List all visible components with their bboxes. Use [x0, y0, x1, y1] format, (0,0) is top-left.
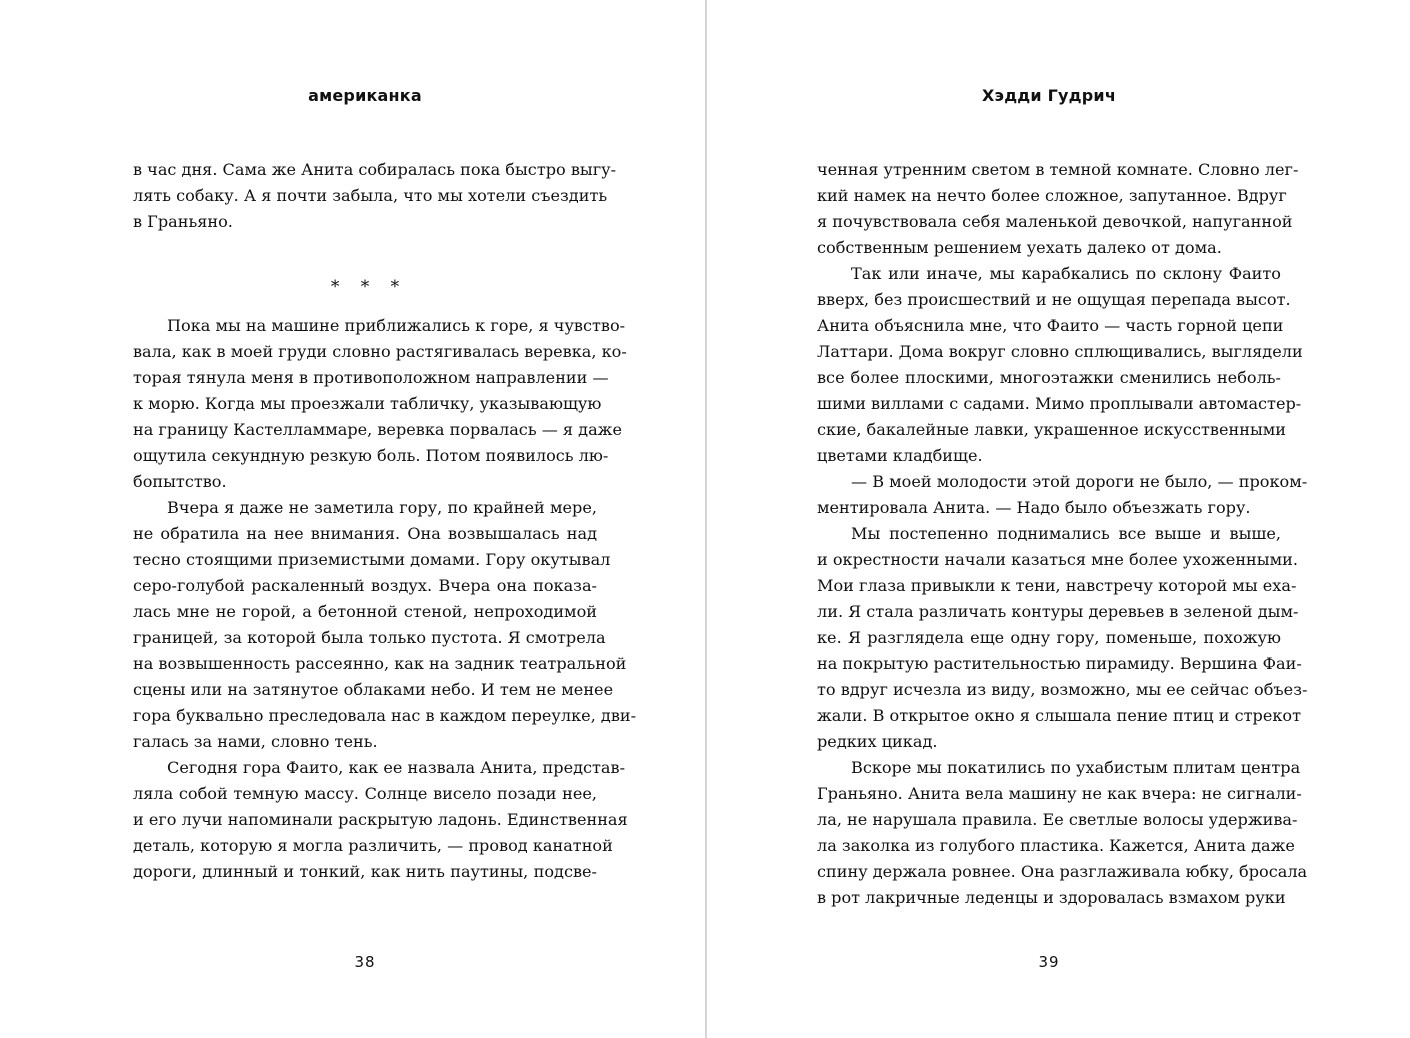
text-line: ла заколка из голубого пластика. Кажется, Анита даже [817, 836, 1295, 855]
blank-line [133, 235, 597, 261]
text-line: Мы постепенно поднимались все выше и выше, [851, 524, 1281, 543]
text-line: торая тянула меня в противоположном направлении — [133, 368, 609, 387]
text-line: шими виллами с садами. Мимо проплывали автомастер- [817, 394, 1302, 413]
right-page [708, 0, 1410, 1038]
text-line: ченная утренним светом в темной комнате. Словно лег- [817, 160, 1299, 179]
text-line: кий намек на нечто более сложное, запутанное. Вдруг [817, 186, 1287, 205]
text-line: собственным решением уехать далеко от дома. [817, 238, 1222, 257]
right-page-text [817, 157, 1308, 911]
text-line: то вдруг исчезла из виду, возможно, мы ее сейчас объез- [817, 680, 1308, 699]
text-line: Сегодня гора Фаито, как ее назвала Анита, представ- [167, 758, 626, 777]
text-line: на возвышенность рассеянно, как на задник театральной [133, 654, 627, 673]
text-line: сцены или на затянутое облаками небо. И тем не менее [133, 680, 614, 699]
text-line: и его лучи напоминали раскрытую ладонь. Единственная [133, 810, 628, 829]
text-line: Анита объяснила мне, что Фаито — часть горной цепи [817, 316, 1284, 335]
scene-break: * * * [330, 277, 408, 297]
running-head-right: Хэдди Гудрич [981, 86, 1117, 105]
text-line: тесно стоящими приземистыми домами. Гору окутывал [133, 550, 611, 569]
text-line: жали. В открытое окно я слышала пение птиц и стрекот [817, 706, 1302, 725]
text-line: ские, бакалейные лавки, украшенное искусственными [817, 420, 1287, 439]
text-line: спину держала ровнее. Она разглаживала юбку, бросала [817, 862, 1308, 881]
text-line: не обратила на нее внимания. Она возвышалась над [133, 524, 597, 543]
text-line: вверх, без происшествий и не ощущая перепада высот. [817, 290, 1291, 309]
text-line: границей, за которой была только пустота. Я смотрела [133, 628, 606, 647]
text-line: Латтари. Дома вокруг словно сплющивались, выглядели [817, 342, 1303, 361]
text-line: ощутила секундную резкую боль. Потом появилось лю- [133, 446, 609, 465]
text-line: ке. Я разглядела еще одну гору, поменьше, похожую [817, 628, 1281, 647]
text-line: ли. Я стала различать контуры деревьев в зеленой дым- [817, 602, 1299, 621]
text-line: Мои глаза привыкли к тени, навстречу которой мы еха- [817, 576, 1297, 595]
text-line: Так или иначе, мы карабкались по склону Фаито [851, 264, 1281, 283]
gutter-divider [705, 0, 707, 1038]
text-line: Граньяно. Анита вела машину не как вчера: не сигнали- [817, 784, 1302, 803]
text-line: бопытство. [133, 472, 227, 491]
text-line: вала, как в моей груди словно растягивалась веревка, ко- [133, 342, 627, 361]
text-line: редких цикад. [817, 732, 938, 751]
text-line: лась мне не горой, а бетонной стеной, непроходимой [133, 602, 597, 621]
text-line: серо-голубой раскаленный воздух. Вчера она показа- [133, 576, 597, 595]
page-number-left: 38 [354, 953, 376, 971]
text-line: в час дня. Сама же Анита собиралась пока быстро выгу- [133, 160, 617, 179]
page-number-right: 39 [1038, 953, 1060, 971]
text-line: Вчера я даже не заметила гору, по крайней мере, [167, 498, 597, 517]
text-line: ляла собой темную массу. Солнце висело позади нее, [133, 784, 597, 803]
running-head-left: американка [308, 86, 422, 105]
text-line: лять собаку. А я почти забыла, что мы хотели съездить [133, 186, 608, 205]
text-line: все более плоскими, многоэтажки сменились неболь- [817, 368, 1281, 387]
text-line: и окрестности начали казаться мне более ухоженными. [817, 550, 1298, 569]
text-line: ментировала Анита. — Надо было объезжать гору. [817, 498, 1251, 517]
text-line: на покрытую растительностью пирамиду. Вершина Фаи- [817, 654, 1302, 673]
text-line: на границу Кастелламмаре, веревка порвалась — я даже [133, 420, 623, 439]
text-line: гора буквально преследовала нас в каждом переулке, дви- [133, 706, 637, 725]
text-line: деталь, которую я могла различить, — провод канатной [133, 836, 613, 855]
left-page-text [133, 157, 637, 885]
text-line: дороги, длинный и тонкий, как нить паутины, подсве- [133, 862, 597, 881]
text-line: цветами кладбище. [817, 446, 983, 465]
text-line: в Граньяно. [133, 212, 233, 231]
text-line: я почувствовала себя маленькой девочкой, напуганной [817, 212, 1293, 231]
text-line: Пока мы на машине приближались к горе, я чувство- [167, 316, 626, 335]
text-line: к морю. Когда мы проезжали табличку, указывающую [133, 394, 602, 413]
text-line: в рот лакричные леденцы и здоровалась взмахом руки [817, 888, 1286, 907]
text-line: галась за нами, словно тень. [133, 732, 378, 751]
text-line: — В моей молодости этой дороги не было, — проком- [851, 472, 1308, 491]
text-line: ла, не нарушала правила. Ее светлые волосы удержива- [817, 810, 1298, 829]
text-line: Вскоре мы покатились по ухабистым плитам центра [851, 758, 1301, 777]
